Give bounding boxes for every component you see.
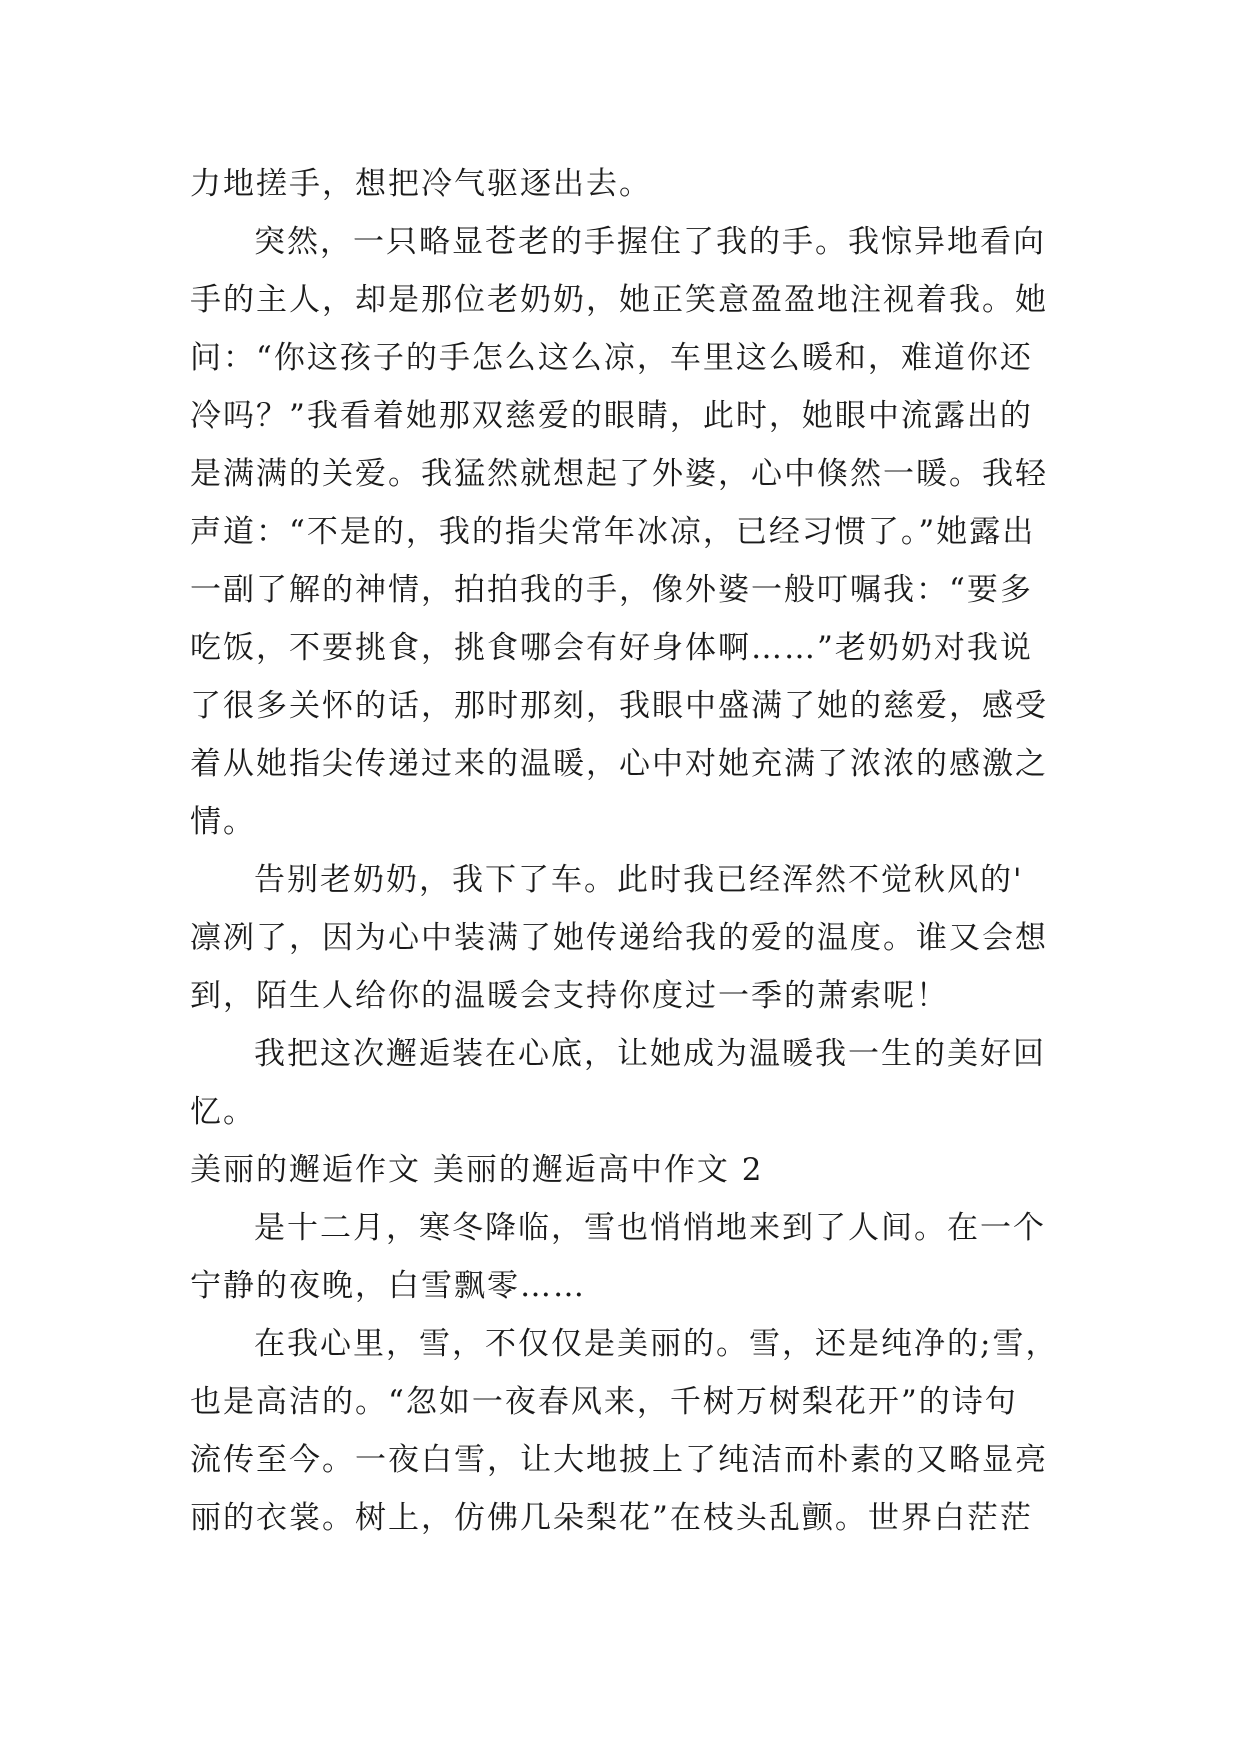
text-line: 我把这次邂逅装在心底，让她成为温暖我一生的美好回	[254, 1036, 1046, 1072]
text-line: 情。	[190, 804, 256, 840]
text-line: 在我心里，雪，不仅仅是美丽的。雪，还是纯净的;雪，	[254, 1326, 1059, 1362]
text-line: 也是高洁的。“忽如一夜春风来，千树万树梨花开”的诗句	[190, 1384, 1018, 1420]
text-line: 一副了解的神情，拍拍我的手，像外婆一般叮嘱我：“要多	[190, 572, 1033, 608]
text-line: 凛冽了，因为心中装满了她传递给我的爱的温度。谁又会想	[190, 920, 1048, 956]
text-line: 宁静的夜晚，白雪飘零……	[190, 1268, 586, 1304]
text-line: 了很多关怀的话，那时那刻，我眼中盛满了她的慈爱，感受	[190, 688, 1048, 724]
text-line: 冷吗？”我看着她那双慈爱的眼睛，此时，她眼中流露出的	[190, 398, 1033, 434]
text-line: 着从她指尖传递过来的温暖，心中对她充满了浓浓的感激之	[190, 746, 1048, 782]
text-line: 力地搓手，想把冷气驱逐出去。	[190, 166, 652, 202]
text-line: 忆。	[190, 1094, 256, 1130]
text-line: 是十二月，寒冬降临，雪也悄悄地来到了人间。在一个	[254, 1210, 1046, 1246]
text-line: 丽的衣裳。树上，仿佛几朵梨花”在枝头乱颤。世界白茫茫	[190, 1500, 1033, 1536]
text-line: 声道：“不是的，我的指尖常年冰凉，已经习惯了。”她露出	[190, 514, 1036, 550]
document-page	[190, 155, 1059, 1547]
text-line: 是满满的关爱。我猛然就想起了外婆，心中倏然一暖。我轻	[190, 456, 1048, 492]
text-line: 手的主人，却是那位老奶奶，她正笑意盈盈地注视着我。她	[190, 282, 1048, 318]
text-line: 流传至今。一夜白雪，让大地披上了纯洁而朴素的又略显亮	[190, 1442, 1048, 1478]
text-line: 告别老奶奶，我下了车。此时我已经浑然不觉秋风的'	[254, 862, 1024, 898]
text-line: 问：“你这孩子的手怎么这么凉，车里这么暖和，难道你还	[190, 340, 1033, 376]
text-line: 突然，一只略显苍老的手握住了我的手。我惊异地看向	[254, 224, 1046, 260]
section-heading: 美丽的邂逅作文 美丽的邂逅高中作文 2	[190, 1152, 764, 1188]
text-line: 到，陌生人给你的温暖会支持你度过一季的萧索呢！	[190, 978, 949, 1014]
text-line: 吃饭，不要挑食，挑食哪会有好身体啊……”老奶奶对我说	[190, 630, 1033, 666]
